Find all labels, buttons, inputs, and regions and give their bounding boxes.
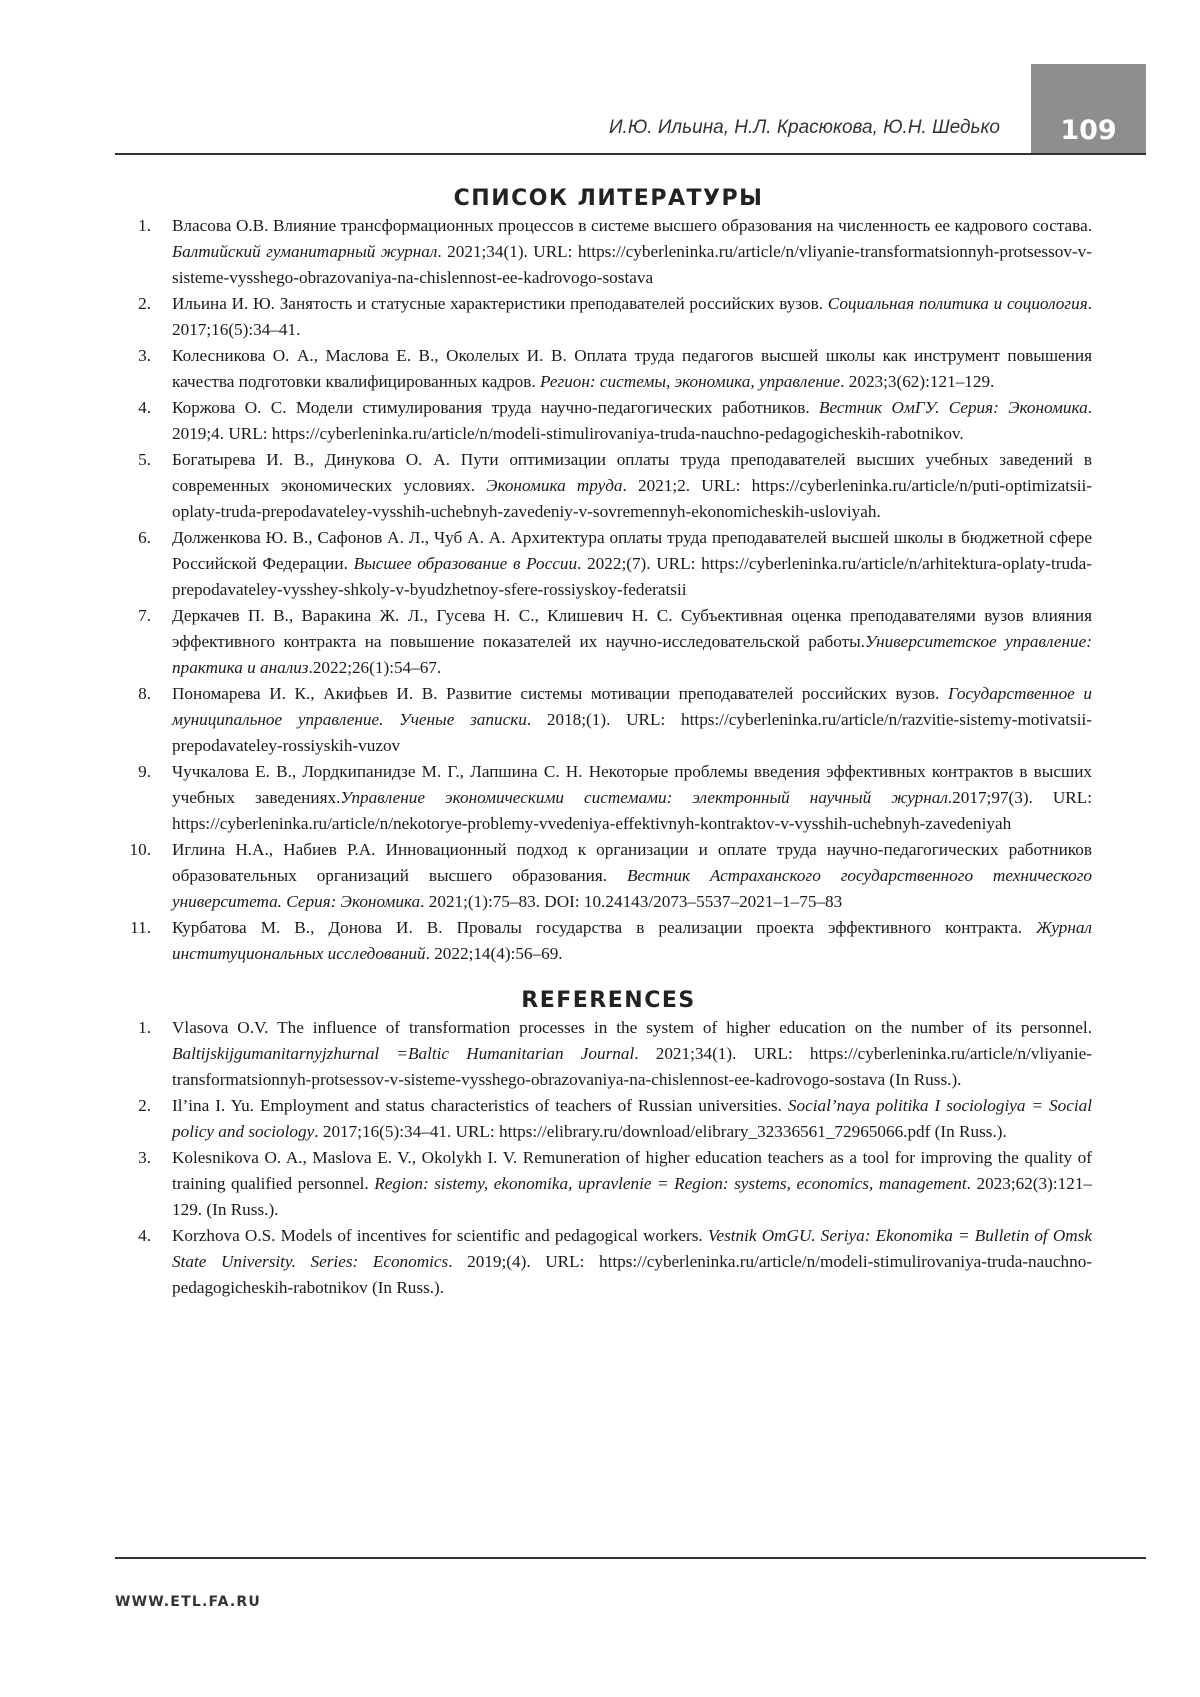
reference-item [125,1145,1092,1223]
reference-number: 9. [138,762,151,781]
reference-item [125,759,1092,837]
reference-source: Государственное и муниципальное управление. Ученые записки [172,684,1093,729]
reference-text: Деркачев П. В., Варакина Ж. Л., Гусева Н. С., Клишевич Н. С. Субъективная оценка преподавателями вузов влияния эффективного контракта на повышение показателей их научно-исследовательской работы. [172,606,1092,651]
reference-details: . 2022;(7). URL: https://cyberleninka.ru/article/n/arhitektura-oplaty-truda-prepodavateley-vysshey-shkoly-v-byudzhetnoy-sfere-rossiyskoy-federatsii [172,554,1092,599]
reference-text: Ильина И. Ю. Занятость и статусные характеристики преподавателей российских вузов. [172,294,828,313]
reference-text: Власова О.В. Влияние трансформационных процессов в системе высшего образования на численность ее кадрового состава. [172,216,1092,235]
reference-details: . 2018;(1). URL: https://cyberleninka.ru/article/n/razvitie-sistemy-motivatsii-prepodavateley-rossiyskih-vuzov [172,710,1092,755]
reference-item [125,915,1092,967]
reference-number: 1. [138,216,151,235]
reference-details: . 2023;62(3):121–129. (In Russ.). [172,1174,1093,1219]
reference-text: Kolesnikova O. A., Maslova E. V., Okolykh I. V. Remuneration of higher education teachers as a tool for improving the quality of training qualified personnel. [172,1148,1092,1193]
reference-source: Baltijskijgumanitarnyjzhurnal =Baltic Humanitarian Journal [172,1044,635,1063]
reference-source: Управление экономическими системами: электронный научный журнал [340,788,948,807]
reference-text: Долженкова Ю. В., Сафонов А. Л., Чуб А. А. Архитектура оплаты труда преподавателей высшей школы в бюджетной сфере Российской Федерации. [172,528,1092,573]
reference-source: Высшее образование в России [353,554,578,573]
reference-text: Vlasova O.V. The influence of transformation processes in the system of higher education on the number of its personnel. [172,1018,1092,1037]
reference-details: . 2021;34(1). URL: https://cyberleninka.ru/article/n/vliyanie-transformatsionnyh-protsessov-v-sisteme-vysshego-obrazovaniya-na-chislennost-ee-kadrovogo-sostava [172,242,1092,287]
reference-number: 3. [138,346,151,365]
reference-details: .2017;97(3). URL: https://cyberleninka.ru/article/n/nekotorye-problemy-vvedeniya-effektivnyh-kontraktov-v-vysshih-uchebnyh-zavedeniyah [172,788,1093,833]
reference-source: Регион: системы, экономика, управление [539,372,841,391]
literature-heading: СПИСОК ЛИТЕРАТУРЫ [453,186,764,211]
reference-text: Чучкалова Е. В., Лордкипанидзе М. Г., Лапшина С. Н. Некоторые проблемы введения эффективных контрактов в высших учебных заведениях. [172,762,1092,807]
reference-item [125,213,1092,291]
reference-number: 1. [138,1018,151,1037]
reference-details: . 2019;(4). URL: https://cyberleninka.ru/article/n/modeli-stimulirovaniya-truda-nauchno-pedagogicheskih-rabotnikov (In Russ.). [172,1252,1093,1297]
reference-source: Вестник ОмГУ. Серия: Экономика [818,398,1088,417]
reference-details: . 2017;16(5):34–41. URL: https://elibrary.ru/download/elibrary_32336561_72965066.pdf (In Russ.). [314,1122,1007,1141]
running-header-authors: И.Ю. Ильина, Н.Л. Красюкова, Ю.Н. Шедько [608,117,1000,138]
reference-details: . 2017;16(5):34–41. [172,294,1092,339]
literature-list [125,213,1092,967]
reference-text: Богатырева И. В., Динукова О. А. Пути оптимизации оплаты труда преподавателей высших учебных заведений в современных экономических условиях. [172,450,1092,495]
reference-item [125,291,1092,343]
reference-source: Social’naya politika I sociologiya = Social policy and sociology [172,1096,1092,1141]
reference-number: 6. [138,528,151,547]
reference-item [125,1223,1092,1301]
reference-source: Вестник Астраханского государственного технического университета. Серия: Экономика [172,866,1092,911]
reference-details: . 2021;34(1). URL: https://cyberleninka.ru/article/n/vliyanie-transformatsionnyh-protsessov-v-sisteme-vysshego-obrazovaniya-na-chislennost-ee-kadrovogo-sostava (In Russ.). [172,1044,1092,1089]
reference-content [125,186,1092,1301]
reference-details: . 2021;(1):75–83. DOI: 10.24143/2073–5537–2021–1–75–83 [420,892,843,911]
reference-details: . 2022;14(4):56–69. [425,944,563,963]
reference-number: 10. [129,840,151,859]
reference-item [125,1093,1092,1145]
reference-item [125,395,1092,447]
reference-number: 11. [130,918,151,937]
reference-source: Социальная политика и социология [827,294,1088,313]
page-number: 109 [1060,115,1117,146]
reference-details: . 2021;2. URL: https://cyberleninka.ru/article/n/puti-optimizatsii-oplaty-truda-prepodavateley-vysshih-uchebnyh-zavedeniy-v-sovremennyh-ekonomicheskih-usloviyah. [172,476,1092,521]
reference-number: 4. [138,1226,151,1245]
reference-source: Журнал институциональных исследований [172,918,1092,963]
references-list [125,1015,1092,1301]
reference-number: 8. [138,684,151,703]
reference-number: 3. [138,1148,151,1167]
reference-source: Балтийский гуманитарный журнал [172,242,438,261]
reference-source: Экономика труда [486,476,623,495]
reference-number: 2. [138,294,151,313]
reference-text: Коржова О. С. Модели стимулирования труда научно-педагогических работников. [172,398,819,417]
reference-details: . 2023;3(62):121–129. [840,372,995,391]
reference-source: Region: sistemy, ekonomika, upravlenie = Region: systems, economics, management [374,1174,967,1193]
reference-text: Пономарева И. К., Акифьев И. В. Развитие системы мотивации преподавателей российских вузов. [172,684,948,703]
references-heading: REFERENCES [521,988,696,1013]
page-number-box [1031,64,1146,154]
header-rule [115,153,1146,155]
reference-source: Университетское управление: практика и анализ [172,632,1092,677]
reference-details: .2022;26(1):54–67. [308,658,442,677]
reference-item [125,837,1092,915]
reference-item [125,525,1092,603]
reference-item [125,1015,1092,1093]
reference-item [125,603,1092,681]
reference-number: 4. [138,398,151,417]
reference-item [125,681,1092,759]
footer-website: WWW.ETL.FA.RU [115,1594,261,1610]
footer-rule [115,1557,1146,1559]
reference-text: Иглина Н.А., Набиев Р.А. Инновационный подход к организации и оплате труда научно-педагогических работников образовательных организаций высшего образования. [172,840,1092,885]
reference-item [125,447,1092,525]
reference-source: Vestnik OmGU. Seriya: Ekonomika = Bulletin of Omsk State University. Series: Economics [172,1226,1092,1271]
reference-text: Курбатова М. В., Донова И. В. Провалы государства в реализации проекта эффективного контракта. [172,918,1037,937]
reference-number: 5. [138,450,151,469]
reference-text: Колесникова О. А., Маслова Е. В., Околелых И. В. Оплата труда педагогов высшей школы как инструмент повышения качества подготовки квалифицированных кадров. [172,346,1092,391]
reference-item [125,343,1092,395]
reference-number: 2. [138,1096,151,1115]
reference-text: Korzhova O.S. Models of incentives for scientific and pedagogical workers. [172,1226,708,1245]
reference-details: . 2019;4. URL: https://cyberleninka.ru/article/n/modeli-stimulirovaniya-truda-nauchno-pedagogicheskih-rabotnikov. [172,398,1092,443]
reference-number: 7. [138,606,151,625]
reference-text: Il’ina I. Yu. Employment and status characteristics of teachers of Russian universities. [172,1096,788,1115]
